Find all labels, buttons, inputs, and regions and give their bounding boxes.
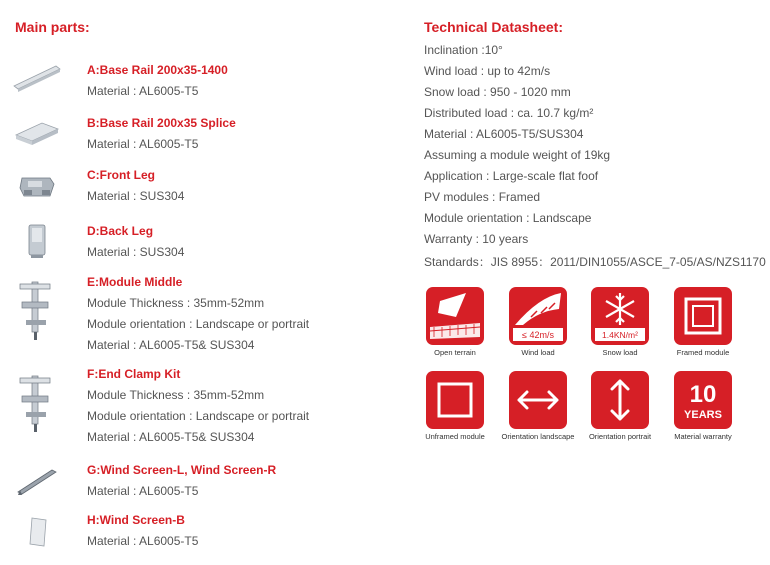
spec-orientation: Module orientation : Landscape bbox=[424, 211, 592, 225]
back-leg-icon bbox=[12, 222, 62, 260]
spec-distributed-load: Distributed load : ca. 10.7 kg/m² bbox=[424, 106, 594, 120]
part-e-orientation: Module orientation : Landscape or portrait bbox=[87, 317, 310, 331]
part-f-thickness: Module Thickness : 35mm-52mm bbox=[87, 388, 265, 402]
badge-orientation-landscape-caption: Orientation landscape bbox=[501, 432, 575, 441]
part-b-material: Material : AL6005-T5 bbox=[87, 137, 199, 151]
part-g-title: G:Wind Screen-L, Wind Screen-R bbox=[87, 463, 277, 477]
badge-unframed-module bbox=[426, 371, 484, 429]
badge-orientation-portrait-caption: Orientation portrait bbox=[588, 432, 652, 441]
part-h-material: Material : AL6005-T5 bbox=[87, 534, 199, 548]
unframed-module-icon bbox=[426, 371, 484, 429]
badge-snow-load bbox=[591, 287, 649, 345]
badge-unframed-module-caption: Unframed module bbox=[425, 432, 485, 441]
badge-framed-module bbox=[674, 287, 732, 345]
framed-module-icon bbox=[674, 287, 732, 345]
open-terrain-icon bbox=[426, 287, 484, 345]
part-d-title: D:Back Leg bbox=[87, 224, 154, 238]
main-parts-title: Main parts: bbox=[15, 19, 90, 35]
part-c-material: Material : SUS304 bbox=[87, 189, 185, 203]
part-f-title: F:End Clamp Kit bbox=[87, 367, 181, 381]
badge-material-warranty bbox=[674, 371, 732, 429]
wind-load-icon bbox=[509, 287, 567, 345]
end-clamp-icon bbox=[12, 374, 62, 434]
spec-inclination: Inclination :10° bbox=[424, 43, 503, 57]
part-b-title: B:Base Rail 200x35 Splice bbox=[87, 116, 236, 130]
part-a-material: Material : AL6005-T5 bbox=[87, 84, 199, 98]
part-e-thickness: Module Thickness : 35mm-52mm bbox=[87, 296, 265, 310]
warranty-icon bbox=[674, 371, 732, 429]
badge-material-warranty-caption: Material warranty bbox=[674, 432, 732, 441]
spec-wind-load: Wind load : up to 42m/s bbox=[424, 64, 551, 78]
base-rail-splice-icon bbox=[12, 113, 62, 149]
snowflake-icon bbox=[591, 287, 649, 345]
front-leg-icon bbox=[12, 168, 62, 204]
part-e-title: E:Module Middle bbox=[87, 275, 183, 289]
spec-material: Material : AL6005-T5/SUS304 bbox=[424, 127, 584, 141]
part-g-material: Material : AL6005-T5 bbox=[87, 484, 199, 498]
badge-orientation-portrait bbox=[591, 371, 649, 429]
spec-snow-load: Snow load : 950 - 1020 mm bbox=[424, 85, 571, 99]
badge-framed-module-caption: Framed module bbox=[676, 348, 730, 357]
wind-screen-b-icon bbox=[12, 514, 62, 550]
badge-snow-load-caption: Snow load bbox=[602, 348, 638, 357]
vertical-arrow-icon bbox=[591, 371, 649, 429]
warranty-word: YEARS bbox=[684, 409, 722, 421]
spec-module-weight: Assuming a module weight of 19kg bbox=[424, 148, 611, 162]
badge-wind-load bbox=[509, 287, 567, 345]
warranty-number: 10 bbox=[689, 381, 717, 408]
spec-pv-modules: PV modules : Framed bbox=[424, 190, 541, 204]
wind-load-value: ≤ 42m/s bbox=[522, 330, 554, 340]
module-middle-clamp-icon bbox=[12, 280, 62, 342]
spec-application: Application : Large-scale flat foof bbox=[424, 169, 599, 183]
horizontal-arrow-icon bbox=[509, 371, 567, 429]
datasheet-title: Technical Datasheet: bbox=[424, 19, 564, 35]
base-rail-icon bbox=[12, 60, 62, 96]
part-h-title: H:Wind Screen-B bbox=[87, 513, 185, 527]
spec-standards: Standards：JIS 8955：2011/DIN1055/ASCE_7-05/AS/NZS1170 bbox=[424, 255, 766, 269]
wind-screen-lr-icon bbox=[12, 462, 62, 498]
part-f-material: Material : AL6005-T5& SUS304 bbox=[87, 430, 255, 444]
snow-load-value: 1.4KN/m² bbox=[602, 330, 638, 340]
badge-wind-load-caption: Wind load bbox=[521, 348, 555, 357]
badge-orientation-landscape bbox=[509, 371, 567, 429]
part-c-title: C:Front Leg bbox=[87, 168, 155, 182]
part-e-material: Material : AL6005-T5& SUS304 bbox=[87, 338, 255, 352]
part-d-material: Material : SUS304 bbox=[87, 245, 185, 259]
badge-open-terrain-caption: Open terrain bbox=[434, 348, 476, 357]
part-f-orientation: Module orientation : Landscape or portrait bbox=[87, 409, 310, 423]
spec-warranty: Warranty : 10 years bbox=[424, 232, 529, 246]
badge-open-terrain bbox=[426, 287, 484, 345]
part-a-title: A:Base Rail 200x35-1400 bbox=[87, 63, 228, 77]
